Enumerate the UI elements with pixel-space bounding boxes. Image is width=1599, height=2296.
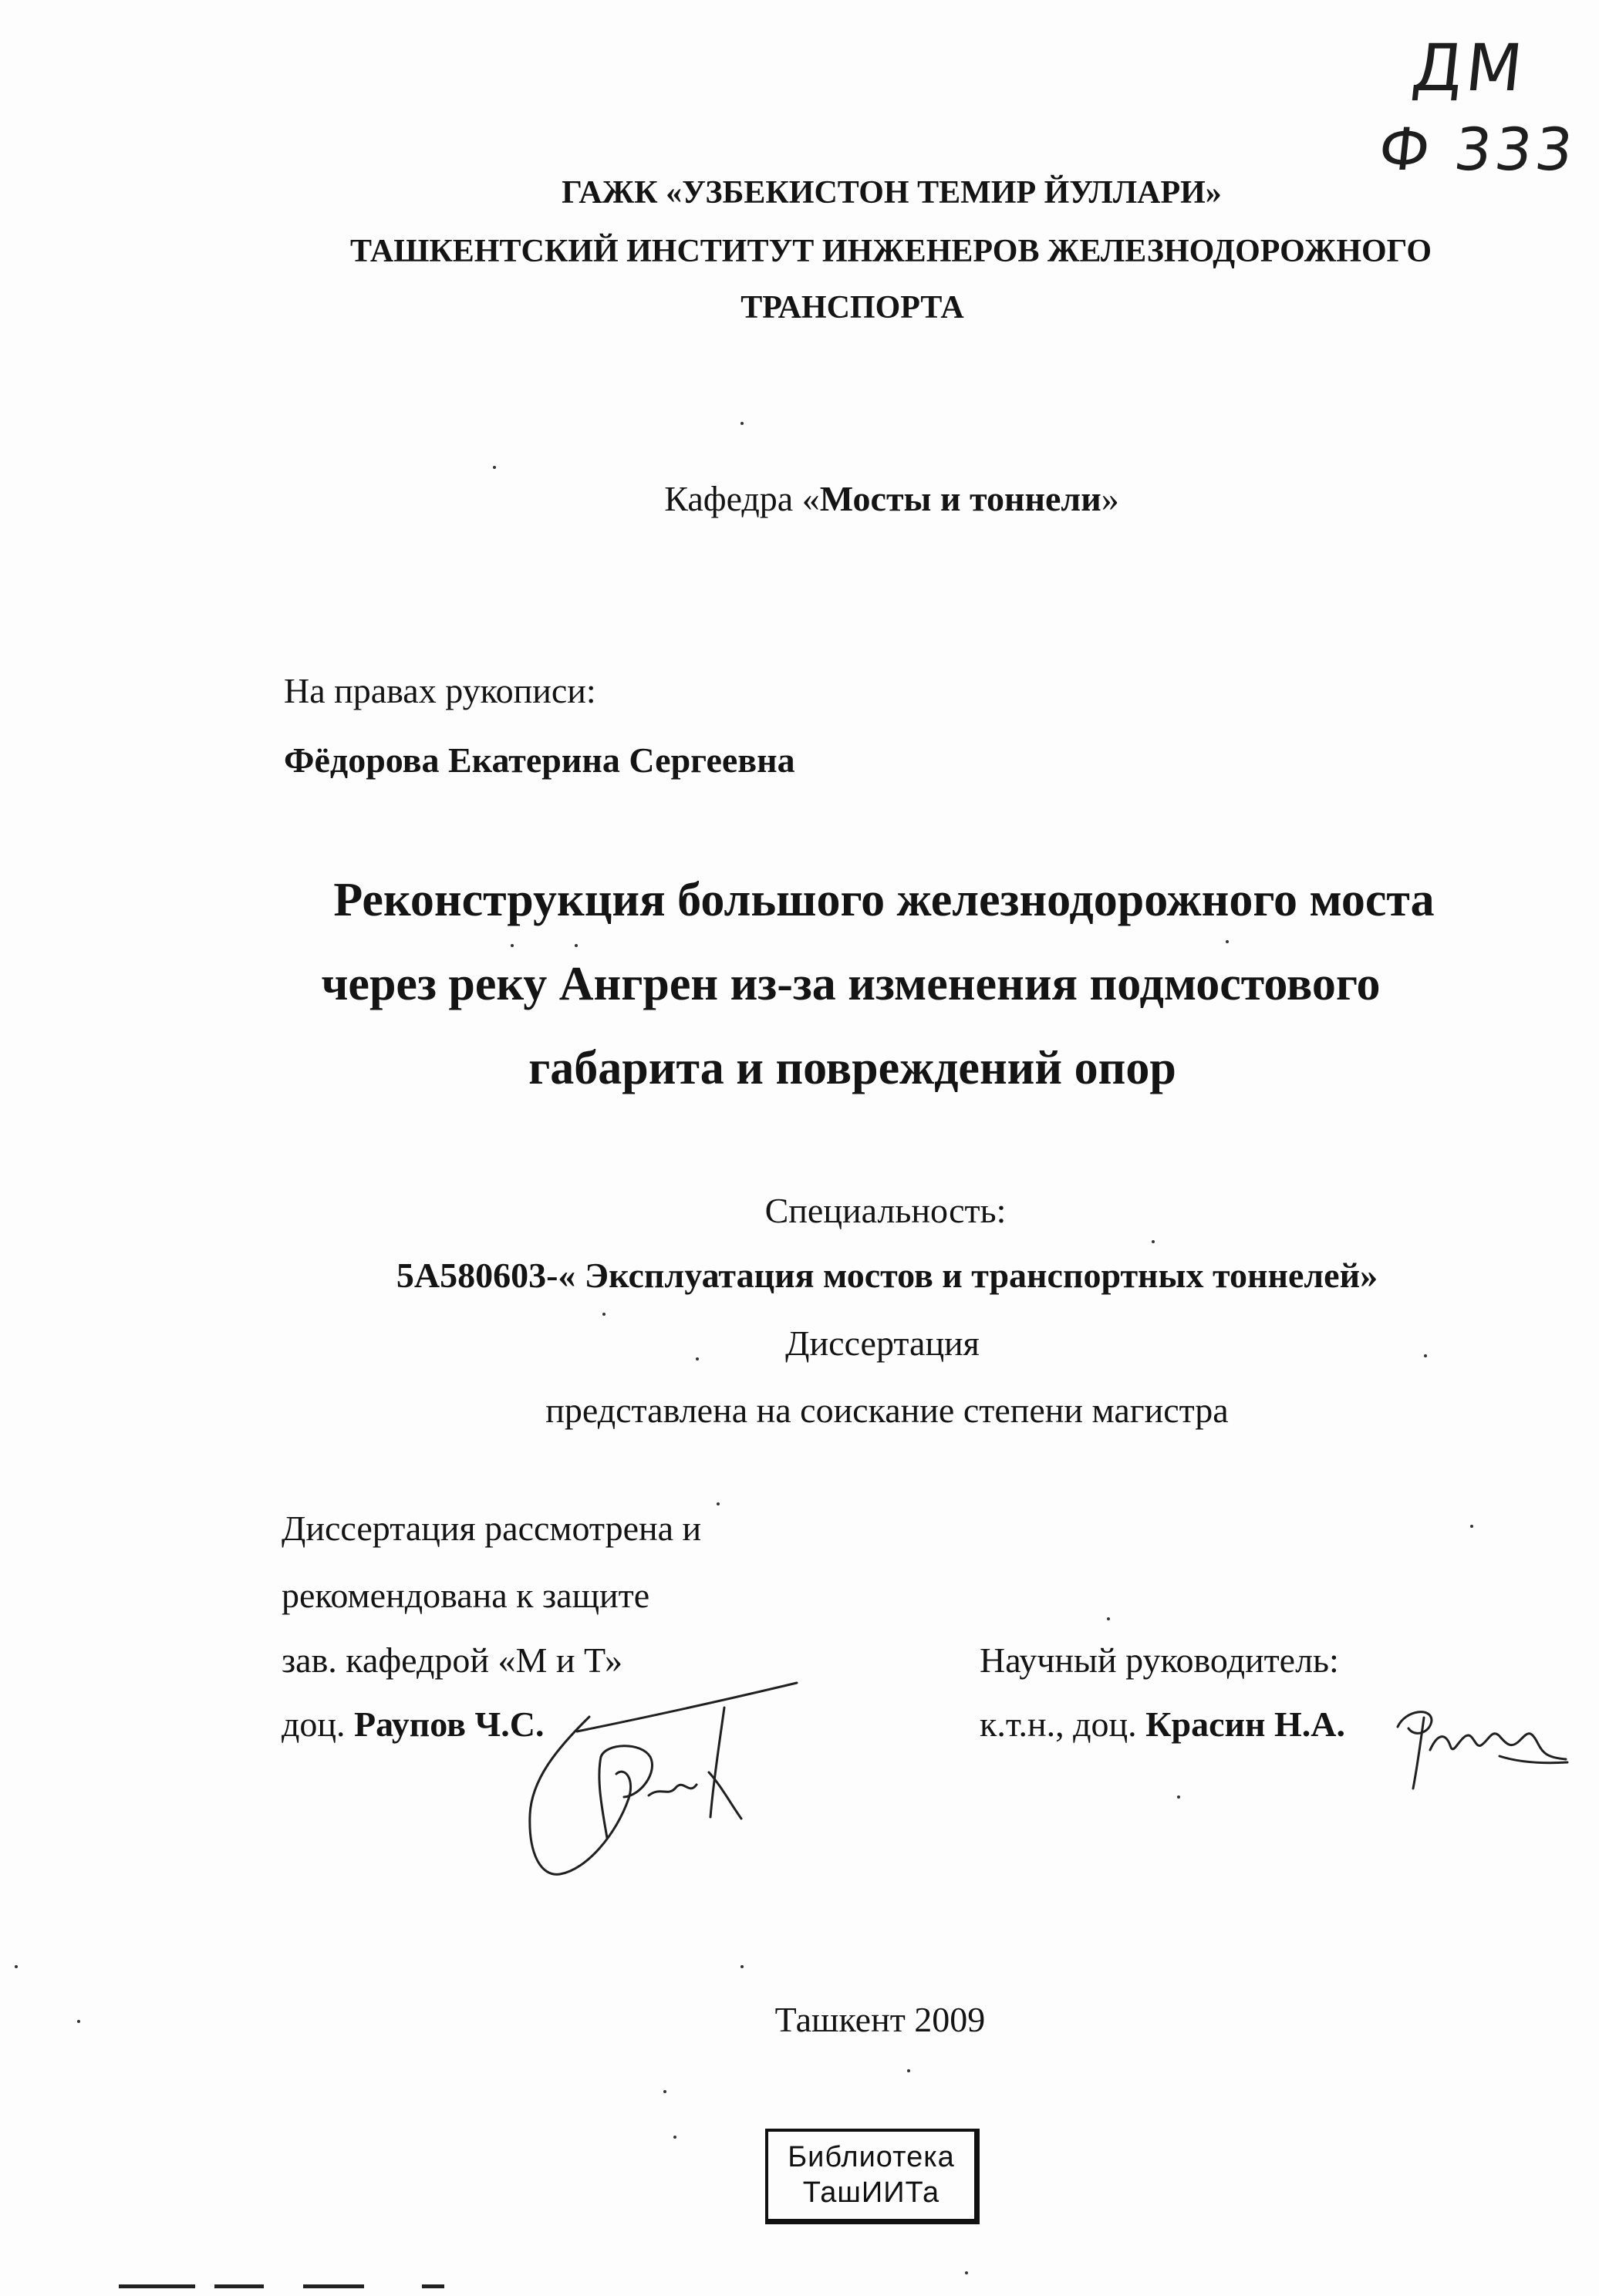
dissertation-label: Диссертация: [785, 1323, 980, 1363]
department-line: [236, 477, 1547, 521]
signature-stroke: [599, 1746, 653, 1838]
scan-speck: [717, 1502, 720, 1505]
specialty-code-name: 5А580603-« Эксплуатация мостов и транспортных тоннелей»: [396, 1256, 1378, 1295]
scan-speck: [575, 944, 578, 947]
scan-speck: [965, 2271, 968, 2274]
scan-edge-dash: [422, 2284, 444, 2288]
signature-stroke: [530, 1717, 631, 1874]
supervisor-title-prefix: к.т.н., доц.: [980, 1704, 1146, 1744]
review-line-1: Диссертация рассмотрена и: [282, 1509, 702, 1548]
manuscript-note: На правах рукописи:: [284, 671, 596, 710]
review-signature: [525, 1680, 799, 1880]
review-title-prefix: доц.: [282, 1704, 355, 1744]
handwritten-mark-bottom: Ф 333: [1375, 115, 1580, 184]
scan-speck: [907, 2069, 910, 2072]
stamp-line-1: Библиотека: [788, 2141, 955, 2173]
signature-stroke: [649, 1785, 697, 1795]
specialty-label: Специальность:: [764, 1191, 1007, 1230]
scan-speck: [1226, 940, 1229, 943]
review-name: Раупов Ч.С.: [354, 1704, 545, 1744]
header-line-2: ТАШКЕНТСКИЙ ИНСТИТУТ ИНЖЕНЕРОВ ЖЕЛЕЗНОДОРОЖНОГО: [349, 234, 1432, 269]
author-name: Фёдорова Екатерина Сергеевна: [284, 740, 795, 780]
place-year: Ташкент 2009: [774, 2000, 986, 2039]
signature-stroke: [1398, 1712, 1432, 1734]
stamp-line-2: ТашИИТа: [802, 2176, 940, 2209]
scan-speck: [511, 944, 514, 947]
scan-speck: [740, 422, 744, 425]
scan-speck: [740, 1965, 744, 1968]
scan-speck: [663, 2090, 666, 2093]
department-prefix: Кафедра «: [664, 479, 820, 518]
department-name: Мосты и тоннели: [819, 479, 1101, 518]
scan-speck: [1470, 1525, 1473, 1528]
department-suffix: »: [1101, 479, 1119, 518]
scan-speck: [602, 1313, 606, 1316]
header-line-1: ГАЖК «УЗБЕКИСТОН ТЕМИР ЙУЛЛАРИ»: [562, 175, 1222, 211]
title-line-2: через реку Ангрен из-за изменения подмостового: [321, 958, 1381, 1010]
header-line-3: ТРАНСПОРТА: [740, 290, 964, 325]
scan-speck: [1424, 1354, 1427, 1357]
title-line-1: Реконструкция большого железнодорожного моста: [333, 874, 1435, 926]
scan-edge-dash: [303, 2284, 364, 2288]
scan-edge-dash: [119, 2284, 195, 2288]
scan-speck: [1177, 1795, 1180, 1799]
review-line-2: рекомендована к защите: [282, 1576, 650, 1615]
scan-speck: [696, 1357, 699, 1360]
supervisor-label: Научный руководитель:: [980, 1640, 1339, 1680]
signature-stroke: [1430, 1734, 1566, 1759]
signature-stroke: [1413, 1718, 1424, 1789]
signature-stroke: [577, 1683, 797, 1731]
signature-stroke: [710, 1708, 724, 1817]
library-stamp: [765, 2129, 980, 2224]
scan-speck: [77, 2020, 80, 2023]
scan-speck: [15, 1965, 18, 1968]
title-line-3: габарита и повреждений опор: [528, 1042, 1176, 1094]
scan-speck: [1152, 1240, 1155, 1243]
dissertation-purpose: представлена на соискание степени магистра: [545, 1391, 1229, 1430]
scan-speck: [673, 2136, 676, 2139]
supervisor-name: Красин Н.А.: [1145, 1704, 1346, 1744]
scan-edge-dash: [214, 2284, 264, 2288]
scan-speck: [1107, 1617, 1110, 1620]
scan-speck: [493, 466, 496, 469]
review-signatory: [282, 1703, 544, 1746]
supervisor-signatory: [980, 1703, 1345, 1746]
handwritten-mark-top: ДМ: [1408, 30, 1530, 106]
supervisor-signature: [1384, 1702, 1569, 1791]
review-line-3: зав. кафедрой «М и Т»: [282, 1640, 622, 1680]
